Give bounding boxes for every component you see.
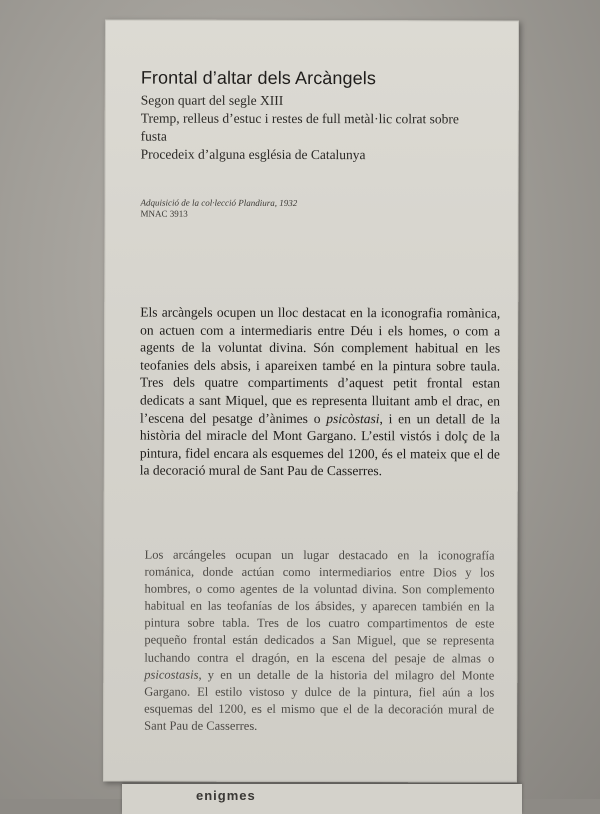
- acquisition-line: Adquisició de la col·lecció Plandiura, 1932: [140, 197, 298, 208]
- artwork-technique: Tremp, relleus d’estuc i restes de full metàl·lic colrat sobre fusta: [140, 110, 459, 144]
- artwork-details: [141, 92, 481, 165]
- catalan-description: [140, 304, 500, 481]
- spanish-description: [144, 547, 494, 736]
- next-label-panel: [122, 784, 522, 814]
- artwork-provenance: Procedeix d’alguna església de Catalunya: [140, 146, 366, 163]
- spanish-italic-term: psicostasis: [144, 667, 199, 682]
- next-label-partial-text: enigmes: [196, 788, 256, 803]
- catalan-text-part2: , i en un detall de la història del miracle del Mont Gargano. L’estil vistós i dolç de la pintura, fidel encara als esquemes del 1200, és el mateix que el de la decoració mural de Sant Pau de Casserres.: [139, 410, 500, 479]
- artwork-date: Segon quart del segle XIII: [140, 92, 284, 108]
- spanish-text-part1: Los arcángeles ocupan un lugar destacado en la iconografía románica, donde actúan como intermediarios entre Dios y los hombres, o como agentes de la voluntad divina. Son complemento habitual en las teofanías de los ábsides, y aparecen también en la pintura sobre tabla. Tres de los cuatro compartimentos de este pequeño frontal están dedicados a San Miguel, que se representa luchando contra el dragón, en la escena del pesaje de almas o: [144, 547, 495, 666]
- spanish-text-part2: , y en un detalle de la historia del milagro del Monte Gargano. El estilo vistoso y dulce de la pintura, fiel aún a los esquemas del 1200, es el mismo que el de la decoración mural de Sant Pau de Casserres.: [144, 667, 495, 733]
- inventory-number: MNAC 3913: [140, 208, 188, 219]
- catalan-italic-term: psicòstasi: [326, 410, 380, 426]
- museum-label-panel: [103, 19, 519, 782]
- artwork-title: Frontal d’altar dels Arcàngels: [140, 67, 376, 89]
- catalan-text-part1: Els arcàngels ocupen un lloc destacat en la iconografia romànica, on actuen com a intermediaris entre Déu i els homes, o com a agents de la voluntat divina. Són complement habitual en les teofanies dels absis, i apareixen també en la pintura sobre taula. Tres dels quatre compartiments d’aquest petit frontal estan dedicats a sant Miquel, que es representa lluitant amb el drac, en l’escena del pesatge d’ànimes o: [139, 304, 501, 426]
- acquisition-info: [140, 198, 440, 221]
